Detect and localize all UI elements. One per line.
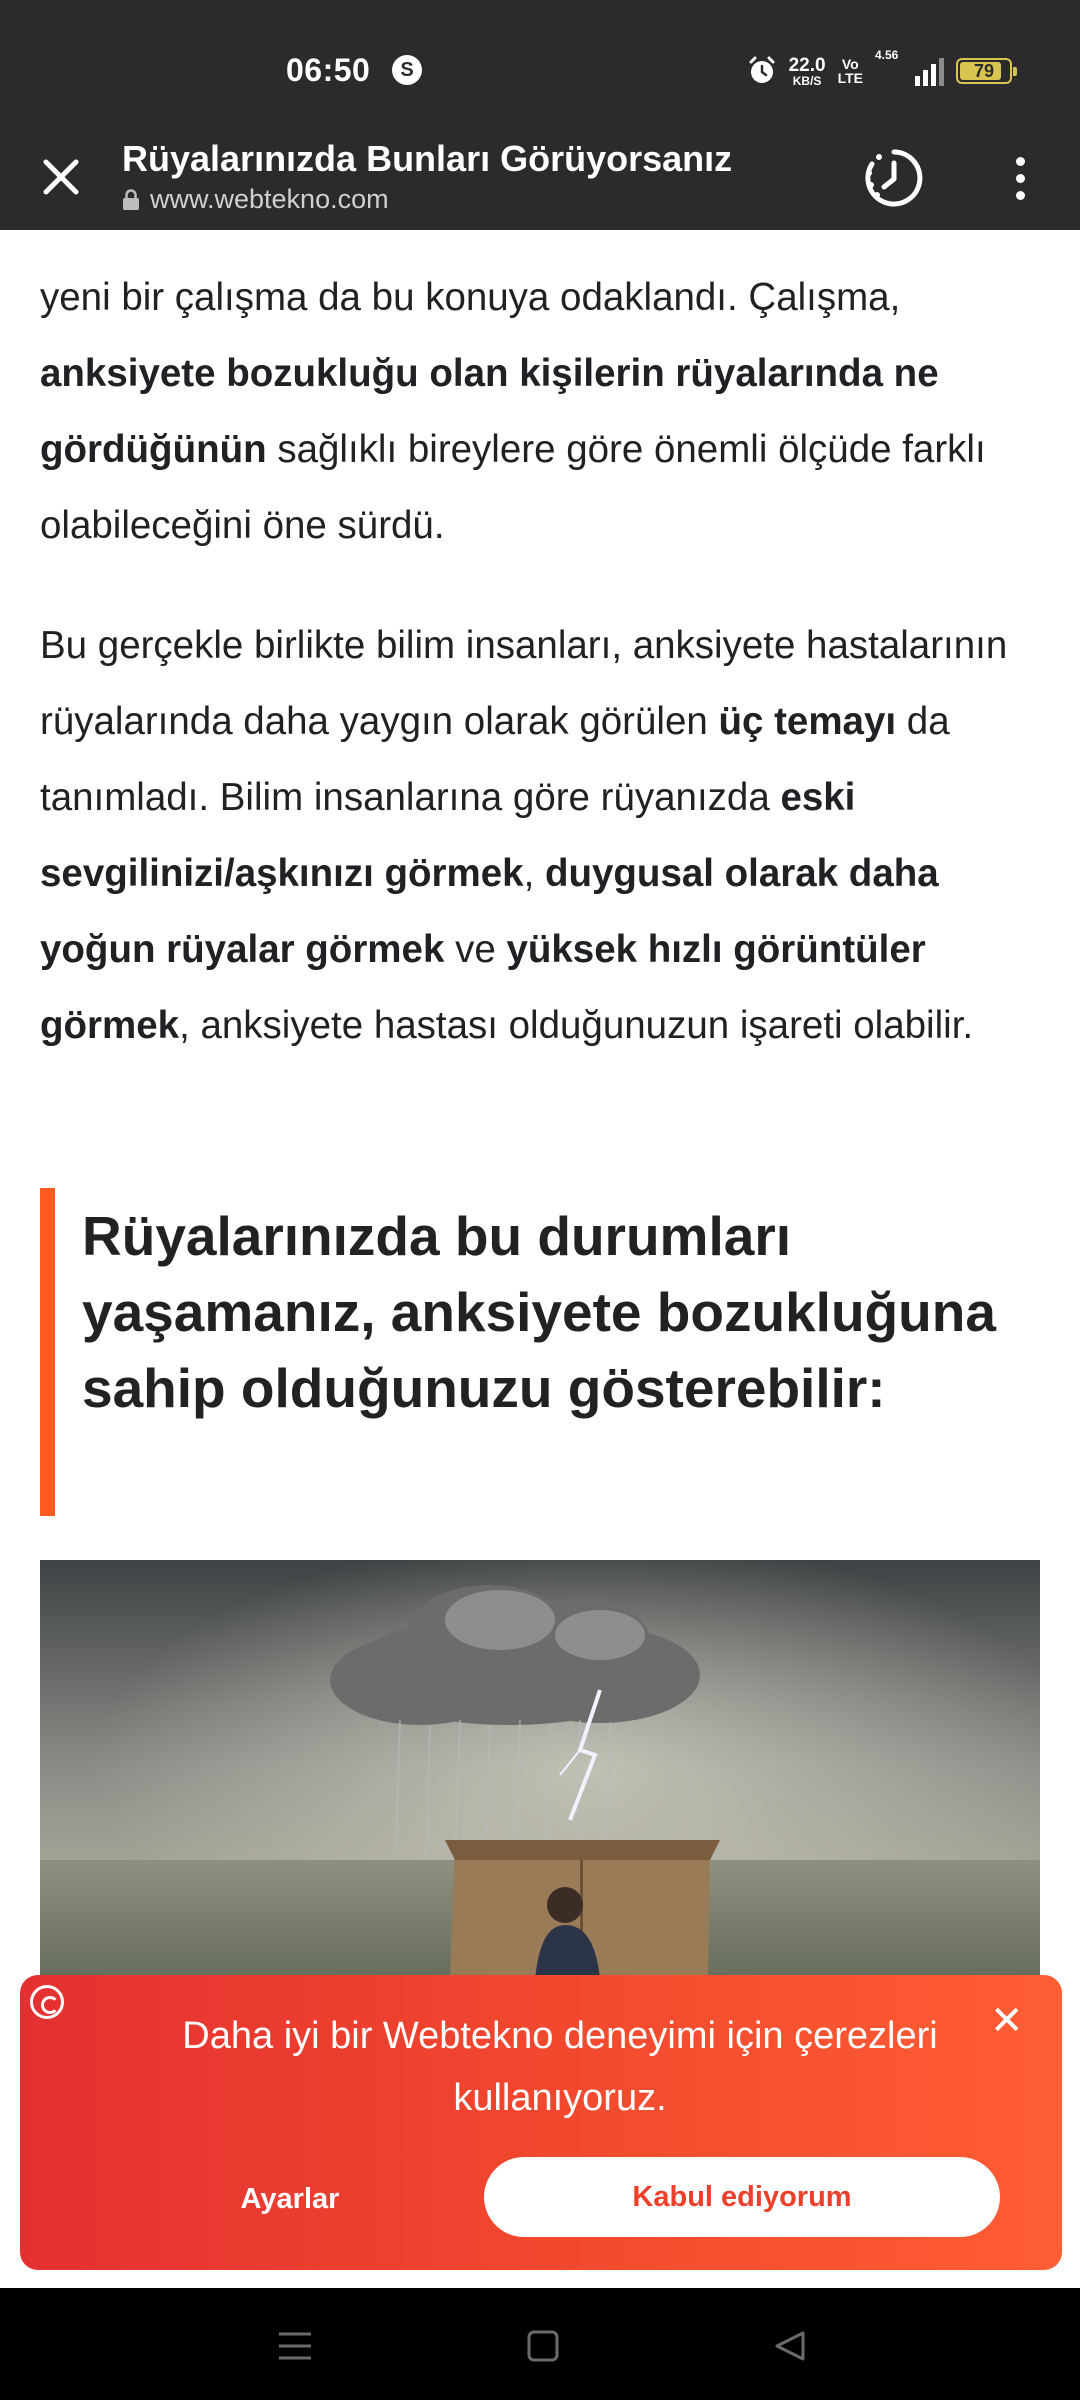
close-button[interactable] <box>34 150 88 204</box>
recents-icon <box>277 2331 313 2361</box>
close-icon <box>41 157 81 197</box>
storm-cloud-illustration <box>40 1560 1040 2020</box>
status-bar <box>0 0 1080 138</box>
cookie-message: Daha iyi bir Webtekno deneyimi için çerezleri kullanıyoruz. <box>182 2015 938 2119</box>
more-vert-icon <box>1016 174 1025 183</box>
url-text: www.webtekno.com <box>150 184 389 214</box>
signal-label: 4.56 <box>875 48 899 62</box>
paragraph-text: Bu gerçekle birlikte bilim insanları, anksiyete hastalarının rüyalarında daha yaygın olarak görülen <box>40 624 1008 743</box>
cookie-consent-banner <box>20 1975 1062 2270</box>
heading-accent-bar <box>40 1188 55 1516</box>
article-paragraph <box>40 608 1050 1064</box>
lock-icon <box>122 189 140 211</box>
more-vert-icon <box>1016 157 1025 166</box>
status-time: 06:50 <box>286 52 371 88</box>
back-button[interactable] <box>760 2316 820 2376</box>
history-button[interactable] <box>858 142 930 214</box>
paragraph-bold-text: anksiyete bozukluğu olan kişilerin rüyalarında ne gördüğünün <box>40 352 939 471</box>
cookie-settings-button[interactable]: Ayarlar <box>240 2182 340 2215</box>
signal-bar <box>915 76 920 86</box>
paragraph-bold-text: üç temayı <box>718 700 897 743</box>
signal-bar <box>931 64 936 86</box>
page-title: Rüyalarınızda Bunları Görüyorsanız <box>122 138 733 179</box>
signal-bar <box>939 58 944 86</box>
custom-tab-toolbar <box>0 138 1080 230</box>
paragraph-text: , anksiyete hastası olduğunuzun işareti olabilir. <box>179 1004 974 1047</box>
paragraph-text: yeni bir çalışma da bu konuya odaklandı. Çalışma, <box>40 276 901 319</box>
signal-icon <box>875 48 944 86</box>
webtekno-logo-icon <box>30 1985 64 2019</box>
article-paragraph <box>40 260 1050 564</box>
more-vert-icon <box>1016 191 1025 200</box>
signal-bar <box>923 70 928 86</box>
paragraph-text: sağlıklı bireylere göre önemli ölçüde farklı olabileceğini öne sürdü. <box>40 428 986 547</box>
notification-app-icon: S <box>392 55 422 85</box>
network-speed-unit: KB/S <box>792 73 822 88</box>
heading-text: Rüyalarınızda bu durumları yaşamanız, anksiyete bozukluğuna sahip olduğunuzu gösterebilir: <box>82 1205 996 1419</box>
home-icon <box>526 2329 560 2363</box>
article-image[interactable] <box>40 1560 1040 2020</box>
battery-icon <box>956 58 1012 84</box>
paragraph-text: , <box>523 852 545 895</box>
battery-level: 79 <box>973 60 995 81</box>
history-icon <box>862 146 926 210</box>
cookie-close-button[interactable]: ✕ <box>990 1999 1024 2043</box>
alarm-icon <box>747 56 777 86</box>
cookie-accept-button[interactable]: Kabul ediyorum <box>484 2157 1000 2237</box>
paragraph-bold-text: eski sevgilinizi/aşkınızı görmek <box>40 776 856 895</box>
volte-bottom: LTE <box>837 70 863 86</box>
paragraph-bold-text: yüksek hızlı görüntüler görmek <box>40 928 926 1047</box>
network-speed <box>789 56 826 87</box>
paragraph-text: ve <box>444 928 507 971</box>
home-button[interactable] <box>513 2316 573 2376</box>
volte-indicator <box>838 57 863 85</box>
back-icon <box>773 2329 807 2363</box>
recents-button[interactable] <box>265 2316 325 2376</box>
network-speed-value: 22.0 <box>788 54 826 76</box>
system-navigation-bar <box>0 2288 1080 2400</box>
more-options-button[interactable] <box>1000 146 1040 210</box>
url-bar[interactable] <box>122 184 389 215</box>
paragraph-bold-text: duygusal olarak daha yoğun rüyalar görmek <box>40 852 939 971</box>
paragraph-text: da tanımladı. Bilim insanlarına göre rüyanızda <box>40 700 950 819</box>
status-indicators <box>747 48 1012 88</box>
volte-top: Vo <box>841 56 859 72</box>
section-heading <box>40 1188 1040 1516</box>
